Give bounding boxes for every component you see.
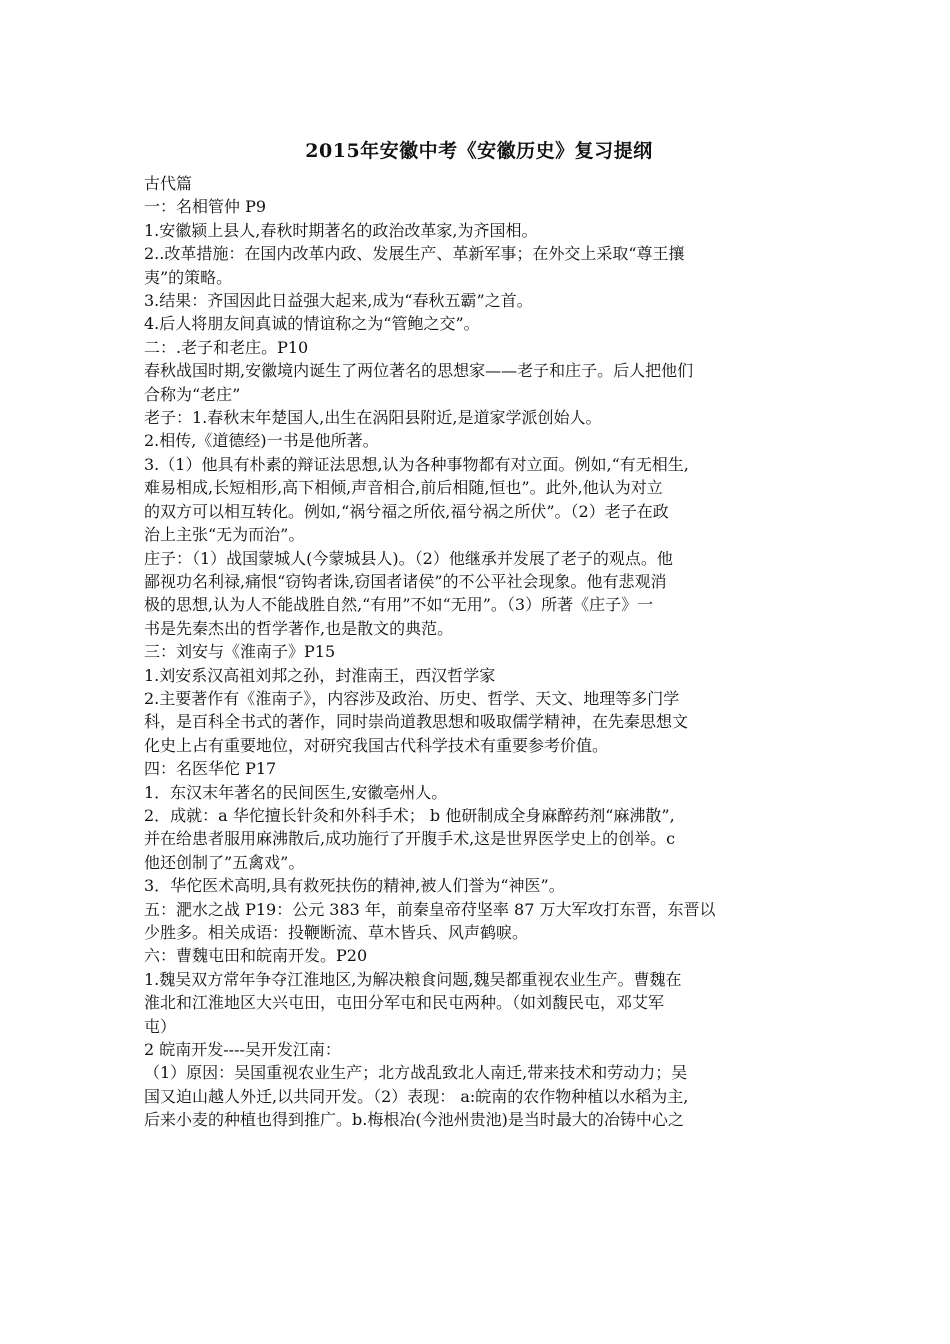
text-line: 六：曹魏屯田和皖南开发。P20 (144, 946, 368, 966)
document-page (144, 134, 814, 1132)
text-line: 二：.老子和老庄。P10 (144, 337, 309, 357)
text-line: 屯） (144, 1016, 177, 1036)
text-line: 2.主要著作有《淮南子》，内容涉及政治、历史、哲学、天文、地理等多门学 (144, 688, 680, 708)
text-line: 2.相传,《道德经)一书是他所著。 (144, 431, 379, 451)
text-line: 合称为“老庄” (144, 384, 241, 404)
text-line: 少胜多。相关成语：投鞭断流、草木皆兵、风声鹤唳。 (144, 923, 529, 942)
text-line: 后来小麦的种植也得到推广。b.梅根冶(今池州贵池)是当时最大的冶铸中心之 (144, 1110, 684, 1130)
text-line: 国又迫山越人外迁,以共同开发。（2）表现： a:皖南的农作物种植以水稻为主, (144, 1086, 689, 1106)
text-line: 庄子：（1）战国蒙城人(今蒙城县人)。（2）他继承并发展了老子的观点。他 (144, 548, 673, 568)
text-line: 书是先秦杰出的哲学著作,也是散文的典范。 (144, 618, 454, 638)
text-line: （1）原因：吴国重视农业生产；北方战乱致北人南迁,带来技术和劳动力；吴 (144, 1063, 688, 1083)
text-line: 三：刘安与《淮南子》P15 (144, 642, 336, 662)
text-line: 老子：1.春秋末年楚国人,出生在涡阳县附近,是道家学派创始人。 (144, 408, 602, 428)
text-line: 他还创制了”五禽戏”。 (144, 852, 305, 872)
text-line: 科，是百科全书式的著作，同时崇尚道教思想和吸取儒学精神，在先秦思想文 (144, 712, 689, 732)
text-line: 4.后人将朋友间真诚的情谊称之为“管鲍之交”。 (144, 314, 480, 334)
text-line: 1.刘安系汉高祖刘邦之孙，封淮南王，西汉哲学家 (144, 665, 496, 685)
text-line: 1．东汉末年著名的民间医生,安徽亳州人。 (144, 782, 448, 802)
text-line: 古代篇 (144, 174, 193, 193)
text-line: 春秋战国时期,安徽境内诞生了两位著名的思想家——老子和庄子。后人把他们 (144, 361, 694, 381)
document-title: 2015年安徽中考《安徽历史》复习提纲 (305, 140, 653, 162)
text-line: 难易相成,长短相形,高下相倾,声音相合,前后相随,恒也”。此外,他认为对立 (144, 478, 663, 498)
text-line: 2..改革措施：在国内改革内政、发展生产、革新军事；在外交上采取“尊王攘 (144, 244, 685, 264)
text-line: 化史上占有重要地位，对研究我国古代科学技术有重要参考价值。 (144, 735, 609, 755)
text-line: 鄙视功名利禄,痛恨“窃钩者诛,窃国者诸侯”的不公平社会现象。他有悲观消 (144, 571, 667, 591)
text-line: 五：淝水之战 P19：公元 383 年，前秦皇帝苻坚率 87 万大军攻打东晋，东晋以 (144, 899, 716, 919)
text-line: 并在给患者服用麻沸散后,成功施行了开腹手术,这是世界医学史上的创举。c (144, 829, 676, 849)
text-line: 3.结果：齐国因此日益强大起来,成为“春秋五霸”之首。 (144, 291, 533, 311)
text-line: 2 皖南开发----吴开发江南： (144, 1040, 341, 1060)
text-line: 1.安徽颍上县人,春秋时期著名的政治改革家,为齐国相。 (144, 220, 538, 240)
text-line: 夷”的策略。 (144, 267, 233, 287)
text-line: 3．华佗医术高明,具有救死扶伤的精神,被人们誉为“神医”。 (144, 876, 565, 896)
text-line: 一：名相管仲 P9 (144, 197, 267, 217)
text-line: 的双方可以相互转化。例如,“祸兮福之所依,福兮祸之所伏”。（2）老子在政 (144, 501, 669, 521)
document-body (144, 172, 814, 1132)
text-line: 治上主张“无为而治”。 (144, 525, 305, 545)
text-line: 淮北和江淮地区大兴屯田，屯田分军屯和民屯两种。（如刘馥民屯，邓艾军 (144, 993, 665, 1013)
text-line: 极的思想,认为人不能战胜自然,“有用”不如“无用”。（3）所著《庄子》一 (144, 595, 654, 615)
text-line: 3.（1）他具有朴素的辩证法思想,认为各种事物都有对立面。例如,“有无相生, (144, 454, 689, 474)
text-line: 1.魏吴双方常年争夺江淮地区,为解决粮食问题,魏吴都重视农业生产。曹魏在 (144, 969, 682, 989)
text-line: 2．成就：a 华佗擅长针灸和外科手术； b 他研制成全身麻醉药剂“麻沸散”, (144, 805, 675, 825)
text-line: 四：名医华佗 P17 (144, 759, 277, 779)
